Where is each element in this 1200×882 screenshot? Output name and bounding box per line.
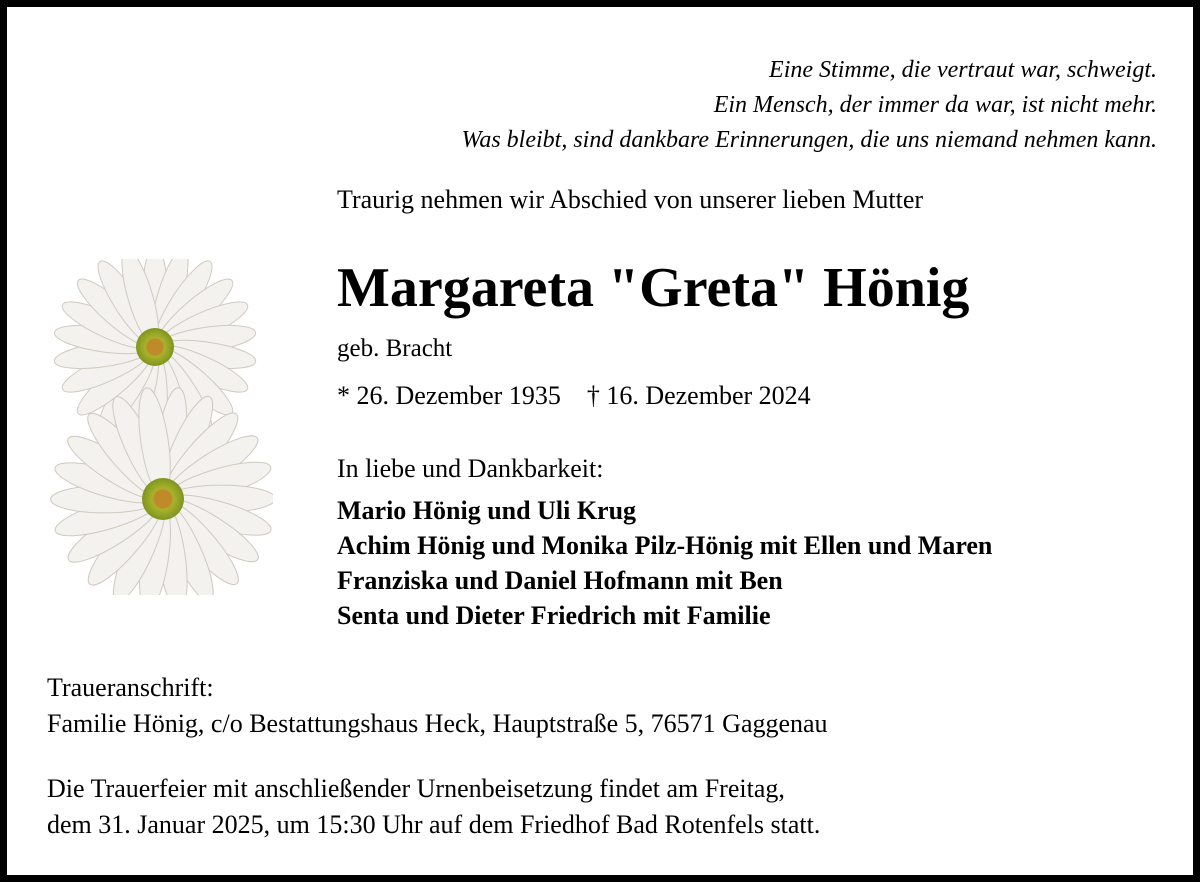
memorial-quote (462, 53, 1157, 158)
mourner-entry: Achim Hönig und Monika Pilz-Hönig mit Ellen und Maren (337, 531, 993, 560)
mourner-entry: Mario Hönig und Uli Krug (337, 496, 637, 525)
quote-line: Ein Mensch, der immer da war, ist nicht mehr. (713, 92, 1157, 118)
daisy-flowers-icon (43, 259, 273, 595)
death-date: † 16. Dezember 2024 (586, 381, 811, 410)
ceremony-info (47, 771, 820, 843)
thanks-line: In liebe und Dankbarkeit: (337, 454, 604, 483)
maiden-name: geb. Bracht (337, 335, 453, 362)
deceased-name: Margareta "Greta" Hönig (337, 257, 970, 319)
life-dates (337, 381, 811, 411)
ceremony-line: Die Trauerfeier mit anschließender Urnenbeisetzung findet am Freitag, (47, 774, 785, 803)
address-value: Familie Hönig, c/o Bestattungshaus Heck, Hauptstraße 5, 76571 Gaggenau (47, 709, 828, 738)
intro-text: Traurig nehmen wir Abschied von unserer lieben Mutter (337, 185, 924, 214)
quote-line: Was bleibt, sind dankbare Erinnerungen, die uns niemand nehmen kann. (461, 127, 1157, 153)
mourners-list (337, 493, 992, 633)
mourner-entry: Franziska und Daniel Hofmann mit Ben (337, 566, 783, 595)
mourner-entry: Senta und Dieter Friedrich mit Familie (337, 601, 771, 630)
daisy-bottom-icon (51, 386, 273, 595)
quote-line: Eine Stimme, die vertraut war, schweigt. (769, 57, 1157, 83)
ceremony-line: dem 31. Januar 2025, um 15:30 Uhr auf dem Friedhof Bad Rotenfels statt. (47, 810, 821, 839)
birth-date: * 26. Dezember 1935 (337, 381, 561, 410)
address-label: Traueranschrift: (47, 673, 214, 702)
